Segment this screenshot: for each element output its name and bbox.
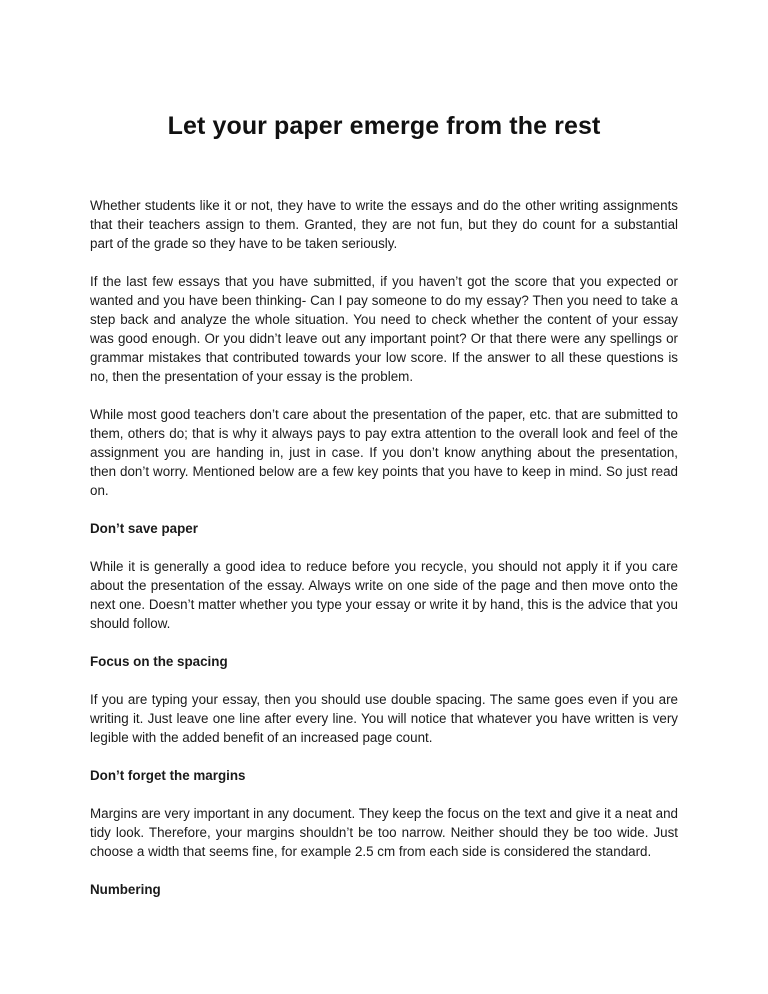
document-body [90,196,678,918]
section-heading-spacing: Focus on the spacing [90,654,228,669]
section-text-spacing: If you are typing your essay, then you should use double spacing. The same goes even if you are writing it. Just leave one line after every line. You will notice that whatever you have written is very legible with the added benefit of an increased page count. [90,692,678,745]
intro-paragraph-3: While most good teachers don’t care about the presentation of the paper, etc. that are submitted to them, others do; that is why it always pays to pay extra attention to the overall look and feel of the assignment you are handing in, just in case. If you don’t know anything about the presentation, then don’t worry. Mentioned below are a few key points that you have to keep in mind. So just read on. [90,407,678,498]
section-text-save-paper: While it is generally a good idea to reduce before you recycle, you should not apply it if you care about the presentation of the essay. Always write on one side of the page and then move onto the next one. Doesn’t matter whether you type your essay or write it by hand, this is the advice that you should follow. [90,559,678,631]
intro-paragraph-1: Whether students like it or not, they have to write the essays and do the other writing assignments that their teachers assign to them. Granted, they are not fun, but they do count for a substantial part of the grade so they have to be taken seriously. [90,198,678,251]
section-heading-margins: Don’t forget the margins [90,768,246,783]
page-title: Let your paper emerge from the rest [167,112,601,140]
section-heading-save-paper: Don’t save paper [90,521,198,536]
intro-paragraph-2: If the last few essays that you have submitted, if you haven’t got the score that you expected or wanted and you have been thinking- Can I pay someone to do my essay? Then you need to take a step back and analyze the whole situation. You need to check whether the content of your essay was good enough. Or you didn’t leave out any important point? Or that there were any spellings or grammar mistakes that contributed towards your low score. If the answer to all these questions is no, then the presentation of your essay is the problem. [90,274,678,384]
section-heading-numbering: Numbering [90,882,161,897]
section-text-margins: Margins are very important in any document. They keep the focus on the text and give it a neat and tidy look. Therefore, your margins shouldn’t be too narrow. Neither should they be too wide. Just choose a width that seems fine, for example 2.5 cm from each side is considered the standard. [90,806,678,859]
